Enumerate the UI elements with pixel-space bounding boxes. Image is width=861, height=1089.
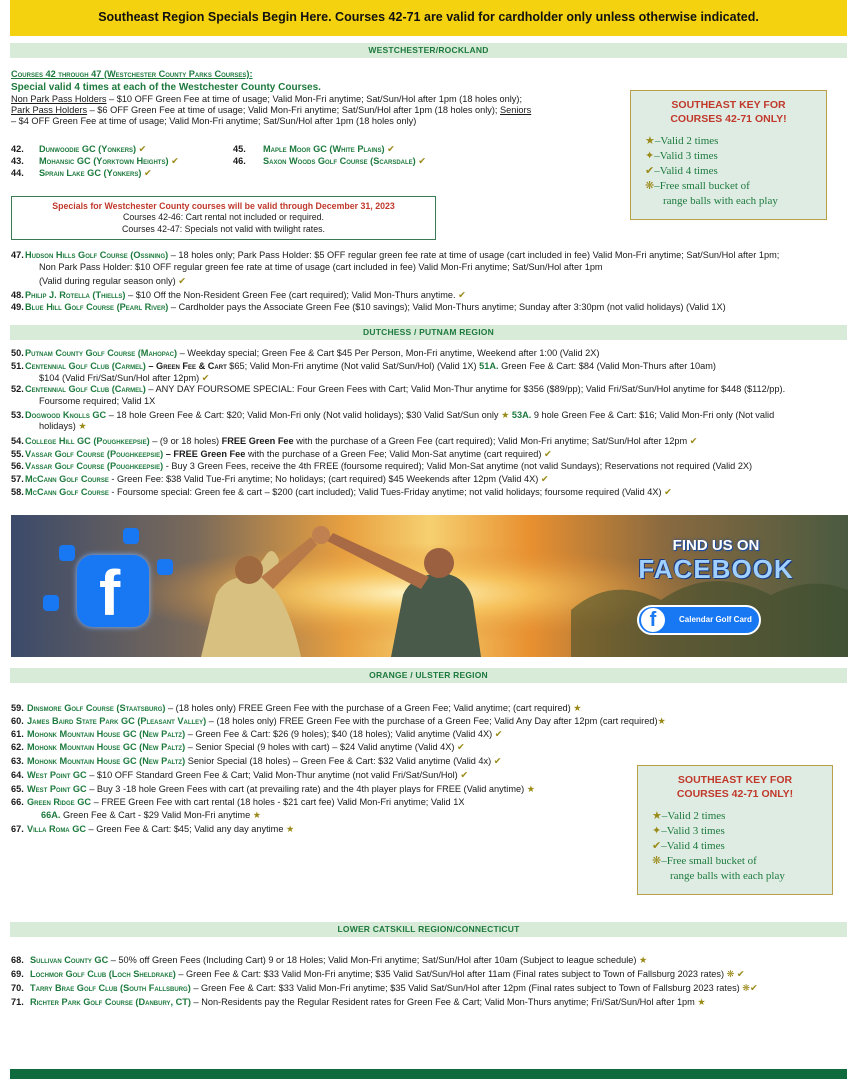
facebook-banner[interactable] <box>11 515 848 657</box>
key-line-4x: ✔–Valid 4 times <box>645 164 718 177</box>
calendar-golf-card-button[interactable] <box>637 605 761 635</box>
bottom-bar <box>10 1069 847 1079</box>
course-64: 64. West Point GC – $10 OFF Standard Green Fee & Cart; Valid Mon-Thur anytime (not valid Fri/Sat/Sun/Hol) ✔ <box>11 770 469 780</box>
key-line-4x: ✔–Valid 4 times <box>652 839 725 852</box>
course-54: 54.College Hill GC (Poughkeepsie) – (9 or 18 holes) FREE Green Fee with the purchase of a Green Fee (cart required); Valid Mon-Fri anytime; Sat/Sun/Hol after 12pm ✔ <box>11 436 698 446</box>
key-line-3x: ✦–Valid 3 times <box>652 825 725 838</box>
key-line-bucket-2: range balls with each play <box>663 194 778 207</box>
westchester-line-3: – $4 OFF Green Fee at time of usage; Valid Mon-Fri anytime; Sat/Sun/Hol after 1pm (18 holes only) <box>11 116 417 126</box>
find-us-text: FIND US ON <box>672 537 760 554</box>
banner-text: Southeast Region Specials Begin Here. Courses 42-71 are valid for cardholder only unless otherwise indicated. <box>98 10 759 25</box>
course-59: 59. Dinsmore Golf Course (Staatsburg) – (18 holes only) FREE Green Fee with the purchase of a Green Fee; Valid anytime; (cart required) ★ <box>11 703 582 713</box>
course-61: 61. Mohonk Mountain House GC (New Paltz) – Green Fee & Cart: $26 (9 holes); $40 (18 holes); Valid anytime (Valid 4X) ✔ <box>11 729 503 739</box>
course-57: 57.McCann Golf Course - Green Fee: $38 Valid Tue-Fri anytime; No holidays; (cart required) $45 Weekends after 12pm (Valid 4X) ✔ <box>11 474 549 484</box>
chat-icon <box>157 559 173 575</box>
key-line-bucket: ❋–Free small bucket of <box>652 854 757 867</box>
course-63: 63. Mohonk Mountain House GC (New Paltz) Senior Special (18 holes) – Green Fee & Cart: $32 Valid anytime (Valid 4x) ✔ <box>11 756 502 766</box>
course-55: 55.Vassar Golf Course (Poughkeepsie) – FREE Green Fee with the purchase of a Green Fee; Valid Mon-Sat anytime (cart required) ✔ <box>11 449 552 459</box>
course-52: 52.Centennial Golf Club (Carmel) – ANY DAY FOURSOME SPECIAL: Four Green Fees with Cart; Valid Mon-Thur anytime for $356 ($89/pp); Valid Fri/Sat/Sun/Hol anytime for $448 ($112/pp). <box>11 384 786 394</box>
region-bar-westchester: WESTCHESTER/ROCKLAND <box>10 43 847 58</box>
facebook-button-icon: f <box>641 608 665 632</box>
westchester-heading: Courses 42 through 47 (Westchester County Parks Courses): <box>11 69 253 79</box>
course-65: 65. West Point GC – Buy 3 -18 hole Green Fees with cart (at prevailing rate) and the 4th player plays for FREE (Valid anytime) ★ <box>11 784 535 794</box>
key-box-1 <box>630 90 827 220</box>
course-50: 50.Putnam County Golf Course (Mahopac) – Weekday special; Green Fee & Cart $45 Per Person, Mon-Fri anytime, Weekend after 1:00 (Valid 2X) <box>11 348 600 358</box>
course-42: 42. Dunwoodie GC (Yonkers) ✔ <box>11 144 147 154</box>
course-66: 66. Green Ridge GC – FREE Green Fee with cart rental (18 holes - $21 cart fee) Valid Mon-Fri anytime; Valid 1X <box>11 797 465 807</box>
course-49: 49.Blue Hill Golf Course (Pearl River) – Cardholder pays the Associate Green Fee ($10 savings); Valid Mon-Thurs anytime; Sunday after 3:30pm (not valid holidays) (Valid 1X) <box>11 302 726 312</box>
course-58: 58.McCann Golf Course - Foursome special: Green fee & cart – $200 (cart included); Valid Tues-Friday anytime; not valid holidays; foursome required (Valid 4X) ✔ <box>11 487 672 497</box>
key-box-2 <box>637 765 833 895</box>
region-bar-catskill: LOWER CATSKILL REGION/CONNECTICUT <box>10 922 847 937</box>
top-banner <box>10 0 847 36</box>
westchester-line-1: Non Park Pass Holders – $10 OFF Green Fee at time of usage; Valid Mon-Fri anytime; Sat/Sun/Hol after 1pm (18 holes only); <box>11 94 522 104</box>
course-62: 62. Mohonk Mountain House GC (New Paltz) – Senior Special (9 holes with cart) – $24 Valid anytime (Valid 4X) ✔ <box>11 742 465 752</box>
course-51: 51.Centennial Golf Club (Carmel) – Green Fee & Cart $65; Valid Mon-Fri anytime (Not valid Sat/Sun/Hol) (Valid 1X) 51A. Green Fee & Cart: $84 (Valid Mon-Thurs after 10am) <box>11 361 716 371</box>
westchester-notice: Specials for Westchester County courses will be valid through December 31, 2023 Courses 42-46: Cart rental not included or required. Courses 42-47: Specials not valid with twilight rates. <box>11 196 436 240</box>
course-52-line-2: Foursome required; Valid 1X <box>39 396 156 406</box>
key-title: SOUTHEAST KEY FOR COURSES 42-71 ONLY! <box>670 99 787 125</box>
course-44: 44. Sprain Lake GC (Yonkers) ✔ <box>11 168 152 178</box>
course-47-line-3: (Valid during regular season only) ✔ <box>39 276 186 286</box>
course-48: 48.Philip J. Rotella (Thiells) – $10 Off the Non-Resident Green Fee (cart required); Valid Mon-Thurs anytime. ✔ <box>11 290 466 300</box>
facebook-logo-icon: f <box>77 555 149 627</box>
key-line-2x: ★–Valid 2 times <box>652 810 726 823</box>
course-47: 47.Hudson Hills Golf Course (Ossining) – 18 holes only; Park Pass Holder: $5 OFF regular green fee rate at time of usage (cart included in fee) Valid Mon-Fri anytime; Sat/Sun/Hol after 1pm; <box>11 250 780 260</box>
key-line-bucket: ❋–Free small bucket of <box>645 179 750 192</box>
key-line-3x: ✦–Valid 3 times <box>645 150 718 163</box>
course-46: 46. Saxon Woods Golf Course (Scarsdale) ✔ <box>233 156 426 166</box>
share-icon <box>59 545 75 561</box>
course-60: 60. James Baird State Park GC (Pleasant Valley) – (18 holes only) FREE Green Fee with the purchase of a Green Fee; Valid Any Day after 12pm (cart required)★ <box>11 716 666 726</box>
key-title: SOUTHEAST KEY FOR COURSES 42-71 ONLY! <box>676 774 794 800</box>
course-68: 68. Sullivan County GC – 50% off Green Fees (Including Cart) 9 or 18 Holes; Valid Mon-Fri anytime; Sat/Sun/Hol after 10am (Subject to league schedule) ★ <box>11 955 648 965</box>
course-53: 53.Dogwood Knolls GC – 18 hole Green Fee & Cart: $20; Valid Mon-Fri only (Not valid holidays); $30 Valid Sat/Sun only ★ 53A. 9 hole Green Fee & Cart: $16; Valid Mon-Fri only (Not valid <box>11 410 775 420</box>
region-bar-orange: ORANGE / ULSTER REGION <box>10 668 847 683</box>
course-67: 67. Villa Roma GC – Green Fee & Cart: $45; Valid any day anytime ★ <box>11 824 295 834</box>
course-69: 69. Lochmor Golf Club (Loch Sheldrake) – Green Fee & Cart: $33 Valid Mon-Fri anytime; $35 Valid Sat/Sun/Hol after 11am (Final rates subject to Town of Fallsburg 2023 rates) ❋ ✔ <box>11 969 745 979</box>
course-45: 45. Maple Moor GC (White Plains) ✔ <box>233 144 395 154</box>
key-line-2x: ★–Valid 2 times <box>645 135 719 148</box>
course-53-line-2: holidays) ★ <box>39 421 87 431</box>
course-47-line-2: Non Park Pass Holder: $10 OFF regular green fee rate at time of usage (cart included in fee) Valid Mon-Fri anytime; Sat/Sun/Hol after 1pm <box>39 262 603 272</box>
like-icon <box>123 528 139 544</box>
course-70: 70. Tarry Brae Golf Club (South Fallsburg) – Green Fee & Cart: $33 Valid Mon-Fri anytime; $35 Valid Sat/Sun/Hol after 12pm (Final rates subject to Town of Fallsburg 2023 rates) ❋✔ <box>11 983 758 993</box>
course-43: 43. Mohansic GC (Yorktown Heights) ✔ <box>11 156 179 166</box>
facebook-text: FACEBOOK <box>638 554 794 584</box>
course-71: 71. Richter Park Golf Course (Danbury, CT) – Non-Residents pay the Regular Resident rates for Green Fee & Cart; Valid Mon-Thurs anytime; Fri/Sat/Sun/Hol after 1pm ★ <box>11 997 706 1007</box>
calendar-golf-card-label: Calendar Golf Card <box>679 615 752 624</box>
key-line-bucket-2: range balls with each play <box>670 869 785 882</box>
course-51-line-2: $104 (Valid Fri/Sat/Sun/Hol after 12pm) ✔ <box>39 373 210 383</box>
course-66a: 66A. Green Fee & Cart - $29 Valid Mon-Fri anytime ★ <box>41 810 262 820</box>
westchester-special: Special valid 4 times at each of the Westchester County Courses. <box>11 82 321 93</box>
region-bar-dutchess: DUTCHESS / PUTNAM REGION <box>10 325 847 340</box>
course-56: 56.Vassar Golf Course (Poughkeepsie) - Buy 3 Green Fees, receive the 4th FREE (foursome required); Valid Mon-Sat anytime (not valid Sundays); Reservations not required (Valid 2X) <box>11 461 753 471</box>
user-icon <box>43 595 59 611</box>
westchester-line-2: Park Pass Holders – $6 OFF Green Fee at time of usage; Valid Mon-Fri anytime; Sat/Sun/Hol after 1pm (18 holes only); Seniors <box>11 105 532 115</box>
